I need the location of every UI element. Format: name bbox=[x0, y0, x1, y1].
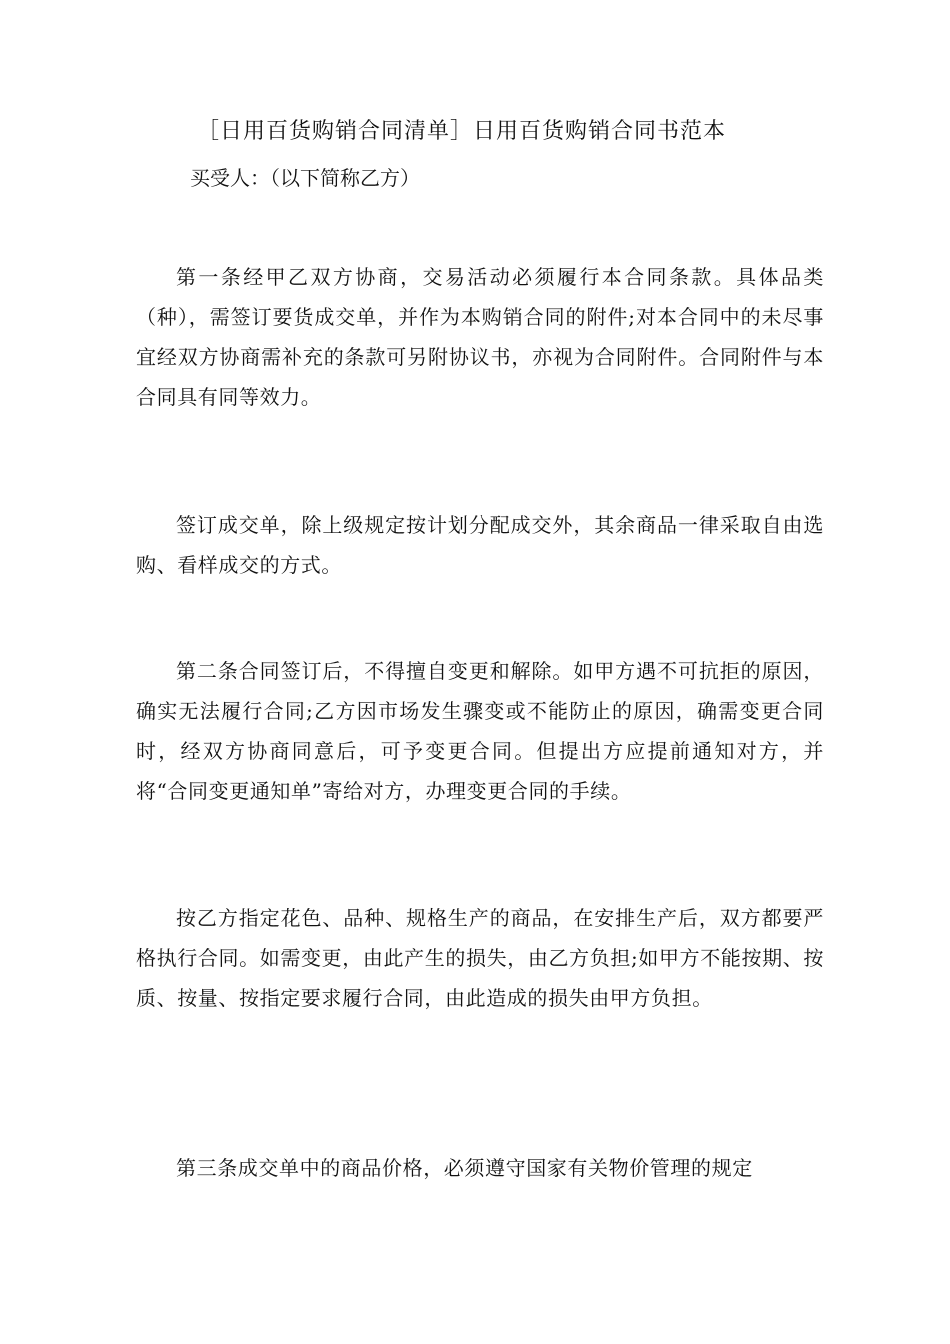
paragraph-article-2: 第二条合同签订后，不得擅自变更和解除。如甲方遇不可抗拒的原因，确实无法履行合同;乙方因市场发生骤变或不能防止的原因，确需变更合同时，经双方协商同意后，可予变更合同。但提出方应提前通知对方，并将“合同变更通知单”寄给对方，办理变更合同的手续。 bbox=[136, 659, 824, 803]
paragraph-article-3: 第三条成交单中的商品价格，必须遵守国家有关物价管理的规定 bbox=[176, 1156, 753, 1180]
document-title: ［日用百货购销合同清单］日用百货购销合同书范本 bbox=[197, 119, 727, 144]
paragraph-specified-goods: 按乙方指定花色、品种、规格生产的商品，在安排生产后，双方都要严格执行合同。如需变更，由此产生的损失，由乙方负担;如甲方不能按期、按质、按量、按指定要求履行合同，由此造成的损失由甲方负担。 bbox=[136, 906, 824, 1010]
paragraph-article-1: 第一条经甲乙双方协商，交易活动必须履行本合同条款。具体品类（种），需签订要货成交单，并作为本购销合同的附件;对本合同中的未尽事宜经双方协商需补充的条款可另附协议书，亦视为合同附件。合同附件与本合同具有同等效力。 bbox=[136, 265, 824, 409]
paragraph-order-signing: 签订成交单，除上级规定按计划分配成交外，其余商品一律采取自由选购、看样成交的方式。 bbox=[136, 513, 824, 577]
buyer-line: 买受人：（以下简称乙方） bbox=[190, 166, 420, 190]
